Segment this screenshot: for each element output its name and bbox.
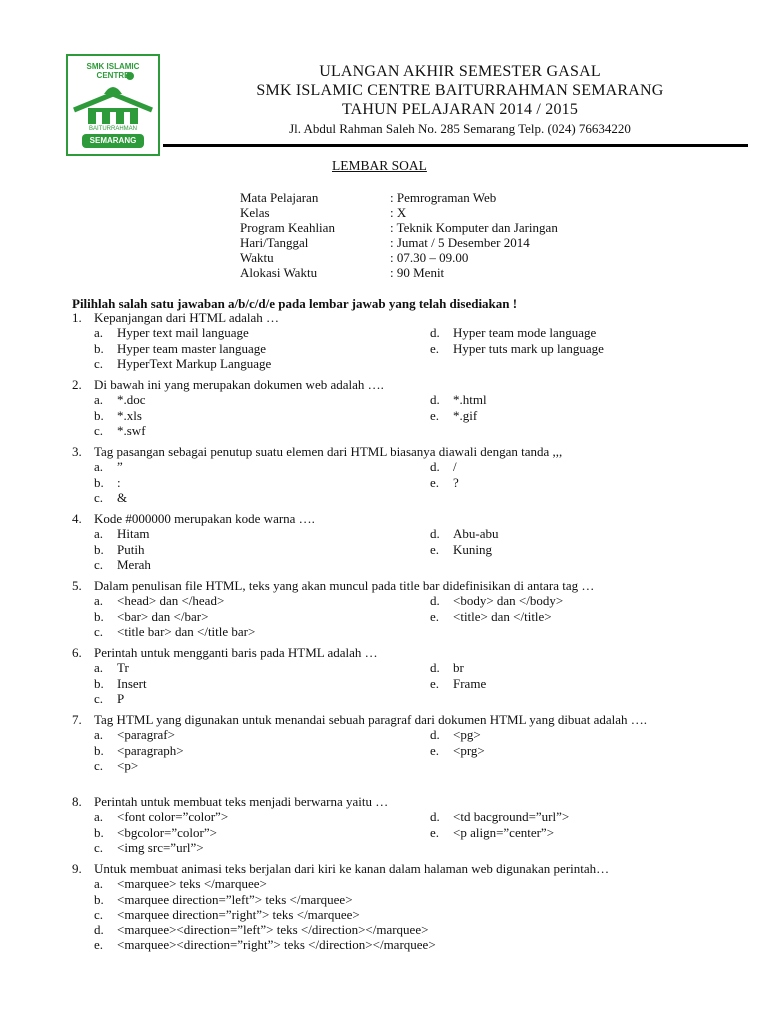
option-d: d. *.html: [430, 392, 487, 408]
option-b: b. Hyper team master language: [94, 340, 267, 356]
option-c: c. P: [94, 690, 125, 706]
info-label: Program Keahlian: [240, 220, 335, 235]
option-c: c. <marquee direction=”right”> teks </marquee>: [94, 906, 360, 922]
header-divider: [163, 144, 748, 147]
option-a: a. <head> dan </head>: [94, 593, 225, 609]
instruction: Pilihlah salah satu jawaban a/b/c/d/e pada lembar jawab yang telah disediakan !: [72, 296, 518, 311]
info-value: : X: [390, 205, 407, 220]
option-d: d. <body> dan </body>: [430, 593, 564, 609]
page-title: LEMBAR SOAL: [332, 158, 427, 173]
info-value: : Teknik Komputer dan Jaringan: [390, 220, 558, 235]
option-e: e. Kuning: [430, 541, 492, 557]
option-c: c. <title bar> dan </title bar>: [94, 623, 256, 639]
option-b: b. Putih: [94, 541, 145, 557]
option-a: a. ”: [94, 459, 123, 475]
question-3: 3. Tag pasangan sebagai penutup suatu elemen dari HTML biasanya diawali dengan tanda ,,, a. ” b. : c. & d. / e. ?: [72, 444, 697, 505]
logo-text-top: SMK ISLAMIC CENTRE: [86, 62, 140, 80]
option-b: b. <bar> dan </bar>: [94, 608, 209, 624]
option-c: c. <p>: [94, 757, 139, 773]
option-e: e. <prg>: [430, 742, 485, 758]
exam-info: [240, 190, 558, 280]
option-b: b. :: [94, 474, 121, 490]
option-e: e. Hyper tuts mark up language: [430, 340, 604, 356]
option-a: a. Tr: [94, 660, 129, 676]
option-c: c. &: [94, 489, 128, 505]
option-d: d. Hyper team mode language: [430, 325, 597, 341]
option-d: d. <marquee><direction=”left”> teks </direction></marquee>: [94, 922, 429, 938]
info-value: : Pemrograman Web: [390, 190, 497, 205]
option-a: a. <marquee> teks </marquee>: [94, 876, 267, 892]
info-label: Kelas: [240, 205, 270, 220]
info-row: [240, 220, 558, 235]
option-a: a. <font color=”color”>: [94, 809, 229, 825]
question-number: 1.: [72, 310, 82, 325]
question-6: 6. Perintah untuk mengganti baris pada HTML adalah … a. Tr b. Insert c. P d. br e. Frame: [72, 645, 697, 706]
info-label: Mata Pelajaran: [240, 190, 319, 205]
logo-text-mid: BAITURRAHMAN: [88, 126, 137, 132]
question-4: 4. Kode #000000 merupakan kode warna …. a. Hitam b. Putih c. Merah d. Abu-abu e. Kuning: [72, 511, 697, 572]
question-2: 2. Di bawah ini yang merupakan dokumen web adalah …. a. *.doc b. *.xls c. *.swf d. *.html e. *.gif: [72, 377, 697, 438]
option-c: c. HyperText Markup Language: [94, 355, 272, 371]
option-e: e. <title> dan </title>: [430, 608, 552, 624]
option-e: e. Frame: [430, 675, 487, 691]
option-d: d. <td bacground=”url”>: [430, 809, 570, 825]
option-a: a. *.doc: [94, 392, 146, 408]
question-9: 9. Untuk membuat animasi teks berjalan dari kiri ke kanan dalam halaman web digunakan perintah… a. <marquee> teks </marquee> b. <marquee direction=”left”> teks </marquee> c. <marquee direction=”right”> teks </marquee> d. <marquee><direction=”left”> teks </direction></marquee> e. <marquee><direction=”right”> teks </direction></marquee>: [72, 861, 697, 953]
question-8: 8. Perintah untuk membuat teks menjadi berwarna yaitu … a. <font color=”color”> b. <bgcolor=”color”> c. <img src=”url”> d. <td bacground=”url”> e. <p align=”center”>: [72, 794, 697, 855]
option-c: c. Merah: [94, 556, 151, 572]
option-b: b. *.xls: [94, 407, 142, 423]
school-logo: [66, 54, 160, 156]
question-1: [72, 310, 697, 371]
option-b: b. <paragraph>: [94, 742, 184, 758]
info-row: [240, 250, 558, 265]
header-line3: TAHUN PELAJARAN 2014 / 2015: [341, 101, 579, 118]
info-row: [240, 265, 558, 280]
option-d: d. br: [430, 660, 464, 676]
option-e: e. ?: [430, 474, 459, 490]
option-a: a. Hyper text mail language: [94, 325, 249, 341]
question-5: 5. Dalam penulisan file HTML, teks yang akan muncul pada title bar didefinisikan di antara tag … a. <head> dan </head> b. <bar> dan </bar> c. <title bar> dan </title bar> d. <body> dan </body> e. <title> dan </title>: [72, 578, 697, 639]
option-c: c. <img src=”url”>: [94, 839, 204, 855]
option-e: e. *.gif: [430, 407, 478, 423]
option-b: b. Insert: [94, 675, 147, 691]
option-c: c. *.swf: [94, 422, 146, 438]
header-block: [170, 62, 750, 138]
info-value: : Jumat / 5 Desember 2014: [390, 235, 530, 250]
info-value: : 90 Menit: [390, 265, 445, 280]
option-a: a. <paragraf>: [94, 727, 175, 743]
option-b: b. <marquee direction=”left”> teks </marquee>: [94, 891, 353, 907]
question-7: 7. Tag HTML yang digunakan untuk menandai sebuah paragraf dari dokumen HTML yang dibuat adalah …. a. <paragraf> b. <paragraph> c. <p> d. <pg> e. <prg>: [72, 712, 697, 773]
option-e: e. <marquee><direction=”right”> teks </direction></marquee>: [94, 937, 436, 953]
header-address: Jl. Abdul Rahman Saleh No. 285 Semarang Telp. (024) 76634220: [289, 121, 631, 136]
info-label: Waktu: [240, 250, 274, 265]
option-b: b. <bgcolor=”color”>: [94, 824, 217, 840]
option-d: d. <pg>: [430, 727, 481, 743]
logo-text-bottom: SEMARANG: [89, 136, 137, 145]
info-row: [240, 235, 558, 250]
option-d: d. Abu-abu: [430, 526, 499, 542]
option-a: a. Hitam: [94, 526, 150, 542]
option-e: e. <p align=”center”>: [430, 824, 555, 840]
header-line2: SMK ISLAMIC CENTRE BAITURRAHMAN SEMARANG: [256, 82, 664, 99]
info-row: [240, 190, 558, 205]
info-value: : 07.30 – 09.00: [390, 250, 469, 265]
info-row: [240, 205, 558, 220]
header-line1: ULANGAN AKHIR SEMESTER GASAL: [319, 63, 601, 80]
option-d: d. /: [430, 459, 457, 475]
info-label: Alokasi Waktu: [240, 265, 318, 280]
info-label: Hari/Tanggal: [240, 235, 309, 250]
question-text: Kepanjangan dari HTML adalah …: [94, 310, 280, 325]
